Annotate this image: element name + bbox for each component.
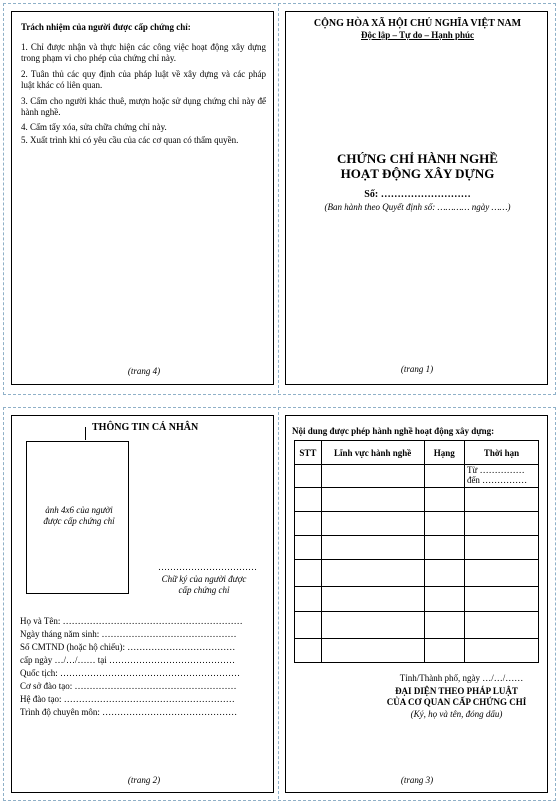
page4-number: (trang 4) — [127, 366, 161, 376]
field-id-number: Số CMTND (hoặc hộ chiếu): ……………………………… — [20, 642, 236, 652]
photo-caption: ảnh 4x6 của người được cấp chứng chỉ — [43, 505, 115, 526]
duration-from: Từ …………… — [466, 465, 525, 475]
duration-to: đến …………… — [466, 475, 528, 485]
field-training-type: Hệ đào tạo: ………………………………………………… — [20, 694, 235, 704]
table-row — [295, 465, 539, 488]
permitted-scope-table — [294, 440, 539, 663]
representative-line2: CỦA CƠ QUAN CẤP CHỨNG CHỈ — [386, 697, 527, 707]
table-row — [295, 612, 539, 639]
table-row — [295, 488, 539, 512]
page4-item-1: 1. Chỉ được nhận và thực hiện các công việc hoạt động xây dựng trong phạm vi cho phép của chứng chỉ này. — [21, 42, 266, 63]
page3-heading: Nội dung được phép hành nghề hoạt động xây dựng: — [292, 426, 495, 436]
signature-note: (Ký, họ và tên, đóng dấu) — [410, 709, 503, 719]
table-row — [295, 536, 539, 560]
column-duration: Thời hạn — [464, 441, 538, 465]
photo-placeholder — [26, 441, 129, 594]
field-issue-date-place: cấp ngày …/…/…… tại …………………………………… — [20, 655, 235, 665]
table-row — [295, 587, 539, 612]
personal-info-heading: THÔNG TIN CÁ NHÂN — [92, 422, 199, 433]
page-1 — [285, 11, 548, 385]
page3-number: (trang 3) — [400, 775, 434, 785]
page-3 — [285, 415, 548, 793]
signature-caption: Chữ ký của người được cấp chứng chỉ — [161, 574, 247, 595]
country-name: CỘNG HÒA XÃ HỘI CHỦ NGHĨA VIỆT NAM — [313, 18, 522, 29]
field-full-name: Họ và Tên: …………………………………………………… — [20, 616, 243, 626]
signature-line: …………………………… — [158, 562, 257, 572]
page4-heading: Trách nhiệm của người được cấp chứng chỉ: — [21, 22, 191, 32]
place-date: Tỉnh/Thành phố, ngày …/…/…… — [399, 673, 524, 683]
representative-line1: ĐẠI DIỆN THEO PHÁP LUẬT — [395, 686, 518, 696]
table-row — [295, 560, 539, 587]
field-birth-date: Ngày tháng năm sinh: ……………………………………… — [20, 629, 237, 639]
field-qualification: Trình độ chuyên môn: ……………………………………… — [20, 707, 238, 717]
certificate-title-line2: HOẠT ĐỘNG XÂY DỰNG — [340, 166, 495, 181]
field-nationality: Quốc tịch: …………………………………………………… — [20, 668, 240, 678]
fold-line-front — [278, 3, 279, 393]
page4-item-5: 5. Xuất trình khi có yêu cầu của các cơ quan có thẩm quyền. — [21, 135, 239, 145]
page-2 — [11, 415, 274, 793]
column-field: Lĩnh vực hành nghề — [321, 441, 424, 465]
column-stt: STT — [295, 441, 322, 465]
page4-item-2: 2. Tuân thủ các quy định của pháp luật về xây dựng và các pháp luật khác có liên quan. — [21, 69, 266, 90]
table-row — [295, 639, 539, 663]
issuing-decision: (Ban hành theo Quyết định số: ………… ngày ……) — [324, 202, 511, 212]
field-training-institution: Cơ sở đào tạo: ……………………………………………… — [20, 681, 237, 691]
certificate-title-line1: CHỨNG CHỈ HÀNH NGHỀ — [337, 151, 498, 166]
page4-item-4: 4. Cấm tẩy xóa, sửa chữa chứng chỉ này. — [21, 122, 167, 132]
photo-connector — [85, 427, 86, 440]
page4-item-3: 3. Cấm cho người khác thuê, mượn hoặc sử dụng chứng chỉ này để hành nghề. — [21, 96, 266, 117]
table-row — [295, 512, 539, 536]
page2-number: (trang 2) — [127, 775, 161, 785]
certificate-number: Số: ……………………… — [364, 189, 471, 200]
national-motto: Độc lập – Tự do – Hạnh phúc — [360, 30, 475, 40]
page-4 — [11, 11, 274, 385]
page1-number: (trang 1) — [400, 364, 434, 374]
column-grade: Hạng — [424, 441, 464, 465]
fold-line-back — [278, 407, 279, 799]
